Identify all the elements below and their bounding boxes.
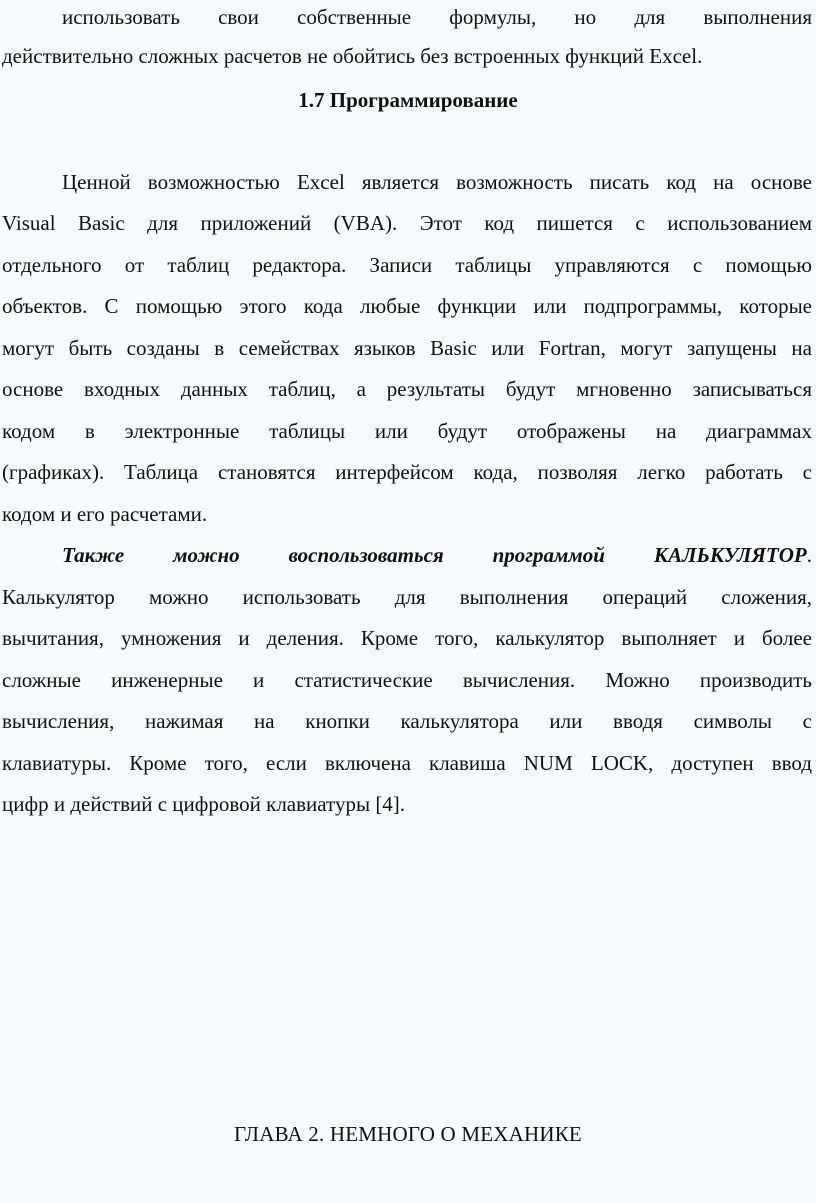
paragraph-line: Ценной возможностью Excel является возможность писать код на основе [62,170,812,194]
paragraph-line: основе входных данных таблиц, а результаты будут мгновенно записываться [2,377,812,401]
paragraph-line: кодом в электронные таблицы или будут отображены на диаграммах [2,419,812,443]
paragraph-line: вычитания, умножения и деления. Кроме того, калькулятор выполняет и более [2,626,812,650]
paragraph-line: клавиатуры. Кроме того, если включена клавиша NUM LOCK, доступен ввод [2,751,812,775]
paragraph-line: сложные инженерные и статистические вычисления. Можно производить [2,668,812,692]
paragraph-line: Калькулятор можно использовать для выполнения операций сложения, [2,585,812,609]
paragraph-line: могут быть созданы в семействах языков Basic или Fortran, могут запущены на [2,336,812,360]
paragraph-line: кодом и его расчетами. [2,502,208,526]
intro-line-1: использовать свои собственные формулы, но для выполнения [62,5,812,29]
paragraph-line: цифр и действий с цифровой клавиатуры [4]. [2,792,406,816]
lead-period: . [806,543,812,567]
paragraph-line: (графиках). Таблица становятся интерфейсом кода, позволяя легко работать с [2,460,812,484]
paragraph-line: вычисления, нажимая на кнопки калькулятора или вводя символы с [2,709,812,733]
intro-line-2: действительно сложных расчетов не обойтись без встроенных функций Excel. [2,44,703,68]
paragraph-line: Visual Basic для приложений (VBA). Этот код пишется с использованием [2,211,812,235]
section-heading: 1.7 Программирование [298,88,518,112]
paragraph-line: отдельного от таблиц редактора. Записи таблицы управляются с помощью [2,253,812,277]
paragraph-line: объектов. С помощью этого кода любые функции или подпрограммы, которые [2,294,812,318]
emphasized-lead: Также можно воспользоваться программой КАЛЬКУЛЯТОР [62,543,807,567]
paragraph-lead-line [62,543,812,567]
chapter-title: ГЛАВА 2. НЕМНОГО О МЕХАНИКЕ [234,1122,582,1146]
